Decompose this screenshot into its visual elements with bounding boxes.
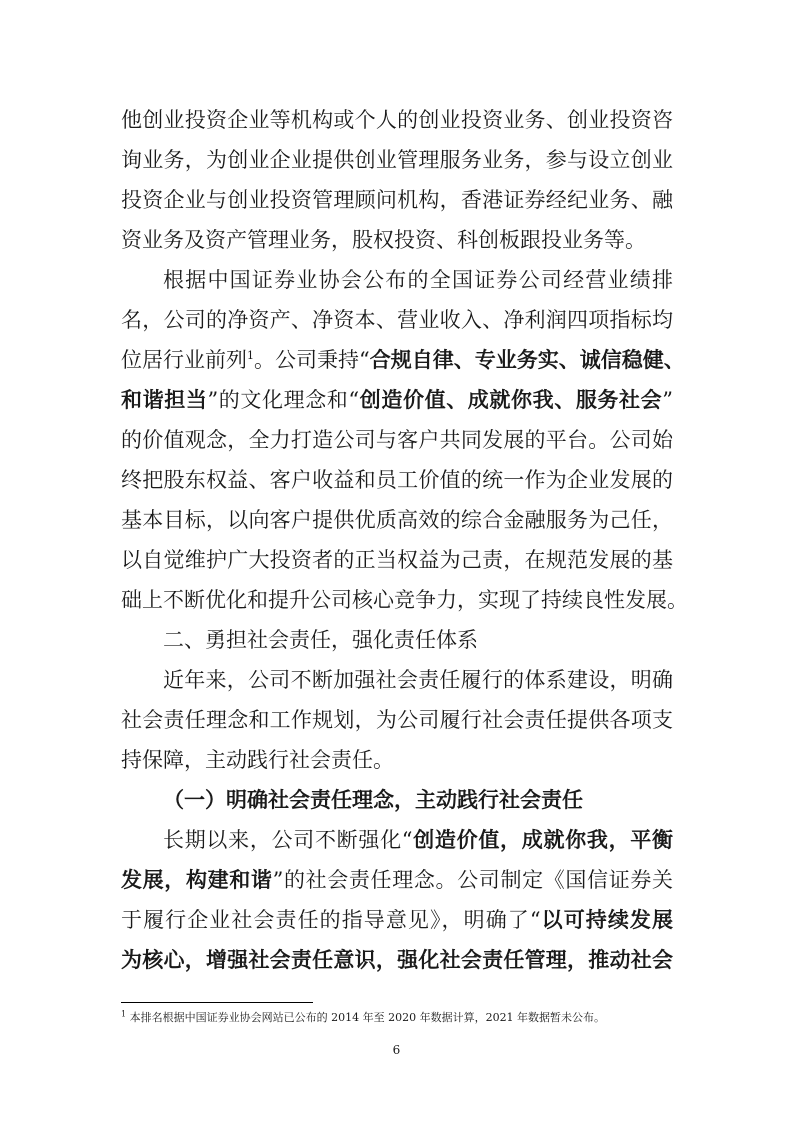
paragraph-line: 以自觉维护广大投资者的正当权益为己责，在规范发展的基 [121,548,673,572]
paragraph-line: 的价值观念，全力打造公司与客户共同发展的平台。公司始 [121,428,673,452]
footnote [121,1010,681,1026]
footnote-text: 本排名根据中国证券业协会网站已公布的 2014 年至 2020 年数据计算，2021 年数据暂未公布。 [129,1011,606,1024]
paragraph-line [121,900,673,940]
paragraph-line: 础上不断优化和提升公司核心竞争力，实现了持续良性发展。 [121,588,688,612]
text-run: ”的文化理念和“ [207,388,360,412]
paragraph-line [121,380,673,420]
text-run: 长期以来，公司不断强化“ [163,828,413,852]
bold-text: 创造价值、成就你我、服务社会 [359,388,663,412]
paragraph-line: 他创业投资企业等机构或个人的创业投资业务、创业投资咨 [121,108,673,132]
text-run: 位居行业前列 [121,348,247,372]
subsection-heading: （一）明确社会责任理念，主动践行社会责任 [163,788,583,812]
paragraph-line: 社会责任理念和工作规划，为公司履行社会责任提供各项支 [121,708,673,732]
text-run: ”的社会责任理念。公司制定《国信证券关 [272,868,674,892]
page-number: 6 [392,1043,401,1057]
paragraph-line: 近年来，公司不断加强社会责任履行的体系建设，明确 [163,668,673,692]
bold-text: 创造价值，成就你我，平衡 [412,828,673,852]
paragraph-line: 投资企业与创业投资管理顾问机构，香港证券经纪业务、融 [121,188,673,212]
paragraph-line: 名，公司的净资产、净资本、营业收入、净利润四项指标均 [121,308,673,332]
paragraph-line [121,340,685,380]
paragraph-line: 为核心，增强社会责任意识，强化社会责任管理，推动社会 [121,948,673,972]
text-run: 于履行企业社会责任的指导意见》，明确了“ [121,908,541,932]
paragraph-line: 资业务及资产管理业务，股权投资、科创板跟投业务等。 [121,228,646,252]
bold-text: 以可持续发展 [540,908,674,932]
text-run: 。公司秉持“ [254,348,370,372]
footnote-reference[interactable]: 1 [247,349,254,362]
paragraph-line: 基本目标，以向客户提供优质高效的综合金融服务为己任， [121,508,673,532]
paragraph-line: 持保障，主动践行社会责任。 [121,748,394,772]
section-heading: 二、勇担社会责任，强化责任体系 [163,628,478,652]
paragraph-line: 根据中国证券业协会公布的全国证券公司经营业绩排 [163,268,673,292]
footnote-divider [121,1002,313,1003]
bold-text: 发展，构建和谐 [121,868,273,892]
paragraph-line [163,820,673,860]
paragraph-line: 询业务，为创业企业提供创业管理服务业务，参与设立创业 [121,148,673,172]
bold-text: 和谐担当 [121,388,208,412]
paragraph-line: 终把股东权益、客户收益和员工价值的统一作为企业发展的 [121,468,673,492]
text-run: ” [662,388,674,412]
bold-text: 合规自律、专业务实、诚信稳健、 [369,348,685,372]
footnote-mark: 1 [121,1009,127,1019]
paragraph-line [121,860,673,900]
